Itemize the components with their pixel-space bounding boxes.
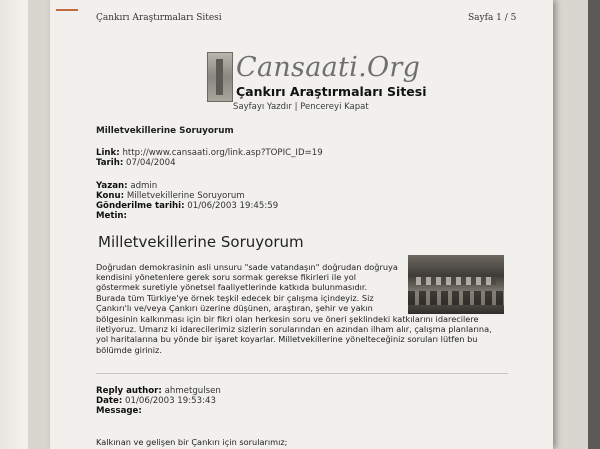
meta-text-row xyxy=(96,211,127,221)
meta-sent-row xyxy=(96,201,278,211)
article-line: Burada tüm Türkiye'ye örnek teşkil edecek bir çalışma içindeyiz. Siz xyxy=(96,293,374,303)
meta-subject-row xyxy=(96,191,245,201)
meta-date-row xyxy=(96,158,176,168)
meta-author-value: admin xyxy=(130,181,158,191)
article-line: kendisini yönetenlere gerek soru sormak gerekse fikirleri ile yol xyxy=(96,272,356,282)
logo-links xyxy=(233,102,369,112)
reply-author-label: Reply author: xyxy=(96,386,162,396)
meta-sent-label: Gönderilme tarihi: xyxy=(96,201,185,211)
article-line: bölgesinin kalkınması için bir fikri olan herkesin soru ve öneri şeklindeki katkılarını idarecilere xyxy=(96,314,479,324)
meta-date-value: 07/04/2004 xyxy=(126,158,176,168)
meta-text-label: Metin: xyxy=(96,211,127,221)
meta-link-value[interactable]: http://www.cansaati.org/link.asp?TOPIC_ID=19 xyxy=(122,148,323,158)
reply-date-value: 01/06/2003 19:53:43 xyxy=(125,396,216,406)
close-window-link[interactable]: Pencereyi Kapat xyxy=(300,102,369,112)
article-line: yol haritalarına bu yönde bir işaret koyarlar. Milletvekillerine yönelteceğiniz soruları lütfen bu xyxy=(96,334,478,344)
meta-subject-value: Milletvekillerine Soruyorum xyxy=(126,191,245,201)
print-header-page-number: Sayfa 1 / 5 xyxy=(468,13,517,23)
parliament-photo xyxy=(408,255,504,314)
reply-date-label: Date: xyxy=(96,396,123,406)
reply-message-label: Message: xyxy=(96,406,142,416)
article-line: iletiyoruz. Umarız ki idarecilerimiz sizlerin sorularından en azından ilham alır, çalışma planlarına, xyxy=(96,324,492,334)
article-line: Çankırı'lı ve/veya Çankırı üzerine düşünen, araştıran, şehir ve yakın xyxy=(96,303,373,313)
reply-message-first-line: Kalkınan ve gelişen bir Çankırı için sorularımız; xyxy=(96,437,288,447)
article-line: göstermek suretiyle yönetsel faaliyetlerinde katkıda bulunmasıdır. xyxy=(96,282,368,292)
printed-page xyxy=(50,0,553,449)
print-header-title: Çankırı Araştırmaları Sitesi xyxy=(96,13,222,23)
meta-subject-label: Konu: xyxy=(96,191,125,201)
section-divider xyxy=(96,373,508,374)
article-heading: Milletvekillerine Soruyorum xyxy=(98,233,304,251)
reply-date-row xyxy=(96,396,216,406)
logo-wordmark: Cansaati.Org xyxy=(236,52,421,83)
logo-clocktower-image xyxy=(207,52,233,102)
meta-link-label: Link: xyxy=(96,148,120,158)
reply-message-row xyxy=(96,406,142,416)
article-line: bölümde giriniz. xyxy=(96,345,162,355)
reply-author-value: ahmetgulsen xyxy=(164,386,221,396)
meta-sent-value: 01/06/2003 19:45:59 xyxy=(187,201,279,211)
reply-author-row xyxy=(96,386,221,396)
topic-title: Milletvekillerine Soruyorum xyxy=(96,126,234,136)
print-page-link[interactable]: Sayfayı Yazdır xyxy=(233,102,292,112)
page-tab-mark xyxy=(56,9,78,11)
link-separator: | xyxy=(294,102,298,112)
logo-subtitle: Çankırı Araştırmaları Sitesi xyxy=(236,84,427,99)
meta-author-label: Yazan: xyxy=(96,181,128,191)
meta-date-label: Tarih: xyxy=(96,158,124,168)
meta-author-row xyxy=(96,181,157,191)
meta-link-row xyxy=(96,148,323,158)
article-line: Doğrudan demokrasinin asli unsuru "sade vatandaşın" doğrudan doğruya xyxy=(96,262,398,272)
